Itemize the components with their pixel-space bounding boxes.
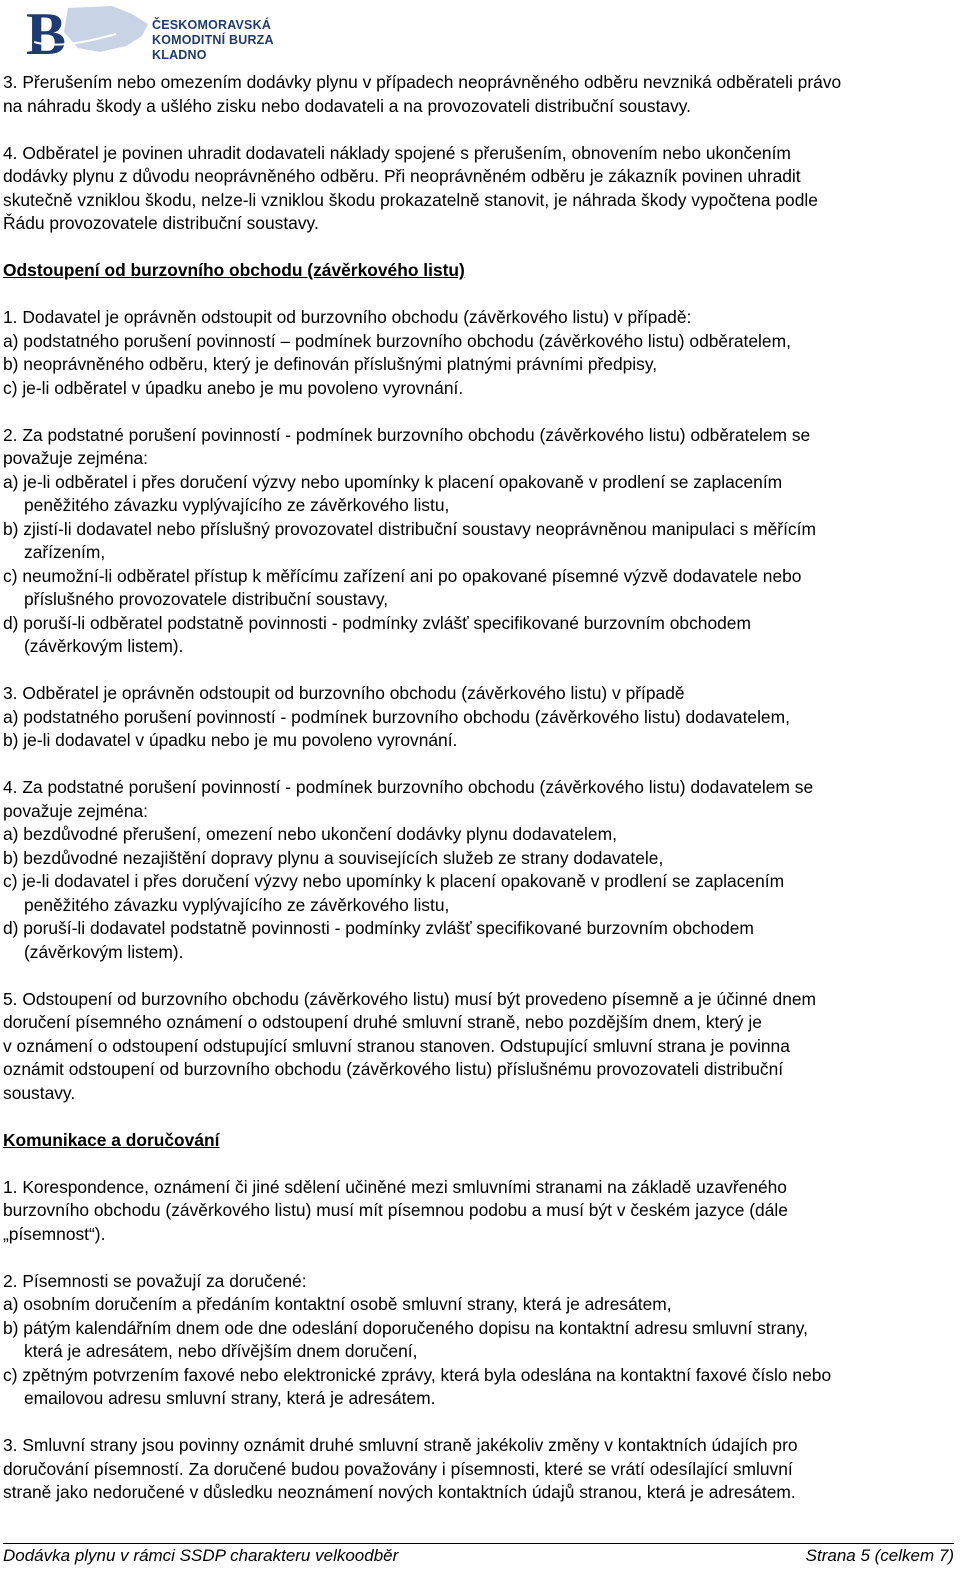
text-line: Řádu provozovatele distribuční soustavy. [3,213,319,233]
footer-page-number: Strana 5 (celkem 7) [805,1546,954,1565]
withdrawal-clause-5 [3,988,953,1106]
clause-point: a) bezdůvodné přerušení, omezení nebo ukončení dodávky plynu dodavatelem, [3,824,617,844]
text-line: 3. Přerušením nebo omezením dodávky plynu v případech neoprávněného odběru nevzniká odběrateli právo [3,72,842,92]
page-footer [3,1543,954,1567]
clause-point: b) bezdůvodné nezajištění dopravy plynu a souvisejících služeb ze strany dodavatele, [3,847,664,868]
clause-point-continued: emailovou adresu smluvní strany, která je adresátem. [24,1388,436,1408]
text-line: na náhradu škody a ušlého zisku nebo dodavateli a na provozovateli distribuční soustavy. [3,95,691,116]
logo-line-1: ČESKOMORAVSKÁ [152,18,272,32]
page-header [20,2,320,60]
communication-clause-2 [3,1270,953,1411]
clause-point: a) je-li odběratel i přes doručení výzvy nebo upomínky k placení opakovaně v prodlení se zaplacením [3,471,783,492]
text-line: oznámit odstoupení od burzovního obchodu (závěrkového listu) příslušnému provozovateli distribuční [3,1059,784,1079]
clause-point: b) zjistí-li dodavatel nebo příslušný provozovatel distribuční soustavy neoprávněnou manipulaci s měřícím [3,518,816,539]
withdrawal-clause-2 [3,424,953,659]
clause-intro: považuje zejména: [3,448,149,468]
clause-point: c) je-li dodavatel i přes doručení výzvy nebo upomínky k placení opakovaně v prodlení se zaplacením [3,871,785,891]
section-heading-withdrawal: Odstoupení od burzovního obchodu (závěrkového listu) [3,260,465,280]
paragraph-4 [3,142,953,236]
paragraph-3 [3,71,953,118]
clause-point-continued: (závěrkovým listem). [24,636,184,656]
clause-intro: 1. Dodavatel je oprávněn odstoupit od burzovního obchodu (závěrkového listu) v případě: [3,307,692,327]
clause-intro: 2. Za podstatné porušení povinností - podmínek burzovního obchodu (závěrkového listu) odběratelem se [3,424,811,445]
clause-point-continued: peněžitého závazku vyplývajícího ze závěrkového listu, [24,495,450,515]
logo-line-2: KOMODITNÍ BURZA KLADNO [152,33,274,62]
clause-intro: 4. Za podstatné porušení povinností - podmínek burzovního obchodu (závěrkového listu) dodavatelem se [3,777,814,797]
text-line: 5. Odstoupení od burzovního obchodu (závěrkového listu) musí být provedeno písemně a je účinné dnem [3,988,817,1009]
text-line: 3. Smluvní strany jsou povinny oznámit druhé smluvní straně jakékoliv změny v kontaktních údajích pro [3,1435,798,1455]
clause-point: b) je-li dodavatel v úpadku nebo je mu povoleno vyrovnání. [3,730,458,750]
clause-point: d) poruší-li dodavatel podstatně povinnosti - podmínky zvlášť specifikované burzovním obchodem [3,918,754,938]
text-line: doručování písemností. Za doručené budou považovány i písemnosti, které se vrátí odesílající smluvní [3,1458,793,1479]
text-line: v oznámení o odstoupení odstupující smluvní stranou stanoven. Odstupující smluvní strana je povinna [3,1035,790,1056]
text-line: „písemnost“). [3,1223,106,1244]
withdrawal-clause-3 [3,682,953,753]
text-line: 1. Korespondence, oznámení či jiné sdělení učiněné mezi smluvními stranami na základě uzavřeného [3,1176,787,1197]
clause-point-continued: která je adresátem, nebo dřívějším dnem doručení, [24,1341,418,1361]
clause-point: a) osobním doručením a předáním kontaktní osobě smluvní strany, která je adresátem, [3,1294,672,1314]
clause-point: c) zpětným potvrzením faxové nebo elektronické zprávy, která byla odeslána na kontaktní faxové číslo nebo [3,1364,832,1385]
text-line: doručení písemného oznámení o odstoupení druhé smluvní straně, nebo pozdějším dnem, který je [3,1012,762,1032]
clause-point: a) podstatného porušení povinností - podmínek burzovního obchodu (závěrkového listu) dodavatelem, [3,706,790,727]
clause-intro: 3. Odběratel je oprávněn odstoupit od burzovního obchodu (závěrkového listu) v případě [3,683,685,703]
clause-point: b) pátým kalendářním dnem ode dne odeslání doporučeného dopisu na kontaktní adresu smluvní strany, [3,1317,808,1338]
clause-point-continued: (závěrkovým listem). [24,941,184,962]
text-line: soustavy. [3,1082,76,1103]
document-body [3,71,953,1528]
text-line: 4. Odběratel je povinen uhradit dodavateli náklady spojené s přerušením, obnovením nebo ukončením [3,142,791,163]
footer-document-title: Dodávka plynu v rámci SSDP charakteru velkoodběr [3,1546,399,1565]
clause-point: c) neumožní-li odběratel přístup k měřícímu zařízení ani po opakované písemné výzvě dodavatele nebo [3,565,802,586]
exchange-logo-icon [20,2,150,60]
text-line: dodávky plynu z důvodu neoprávněného odběru. Při neoprávněném odběru je zákazník povinen uhradit [3,166,801,186]
withdrawal-clause-1 [3,306,953,400]
clause-point: b) neoprávněného odběru, který je definován příslušnými platnými právními předpisy, [3,354,658,374]
section-heading-communication: Komunikace a doručování [3,1129,220,1150]
clause-intro: považuje zejména: [3,800,149,821]
communication-clause-3 [3,1434,953,1505]
clause-point: c) je-li odběratel v úpadku anebo je mu povoleno vyrovnání. [3,377,464,398]
withdrawal-clause-4 [3,776,953,964]
text-line: skutečně vzniklou škodu, nelze-li vzniklou škodu prokazatelně stanovit, je náhrada škody vypočtena podle [3,189,818,210]
text-line: straně jako nedoručené v důsledku neoznámení nových kontaktních údajů stranou, která je adresátem. [3,1482,796,1502]
clause-point: d) poruší-li odběratel podstatně povinnosti - podmínky zvlášť specifikované burzovním obchodem [3,612,751,633]
text-line: burzovního obchodu (závěrkového listu) musí mít písemnou podobu a musí být v českém jazyce (dále [3,1200,788,1220]
svg-text:B: B [26,2,67,60]
clause-point-continued: zařízením, [24,542,106,562]
clause-point-continued: příslušného provozovatele distribuční soustavy, [24,589,389,609]
exchange-name [152,18,320,63]
clause-point: a) podstatného porušení povinností – podmínek burzovního obchodu (závěrkového listu) odběratelem, [3,330,791,351]
clause-intro: 2. Písemnosti se považují za doručené: [3,1270,307,1291]
communication-clause-1 [3,1176,953,1247]
clause-point-continued: peněžitého závazku vyplývajícího ze závěrkového listu, [24,894,450,915]
